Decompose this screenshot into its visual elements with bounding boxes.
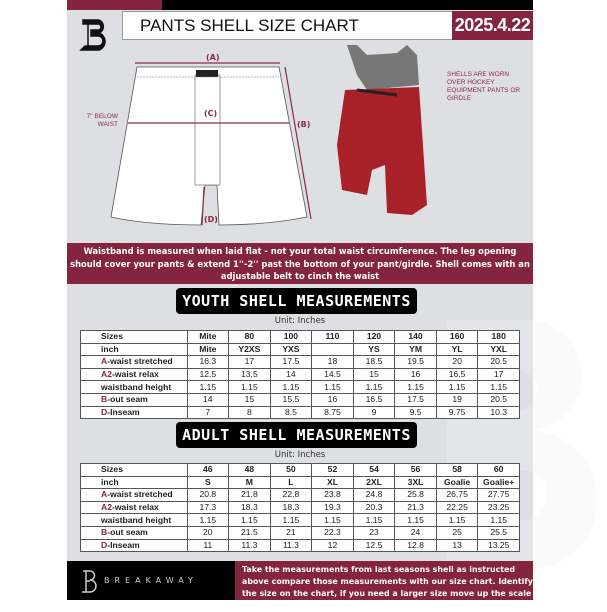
shell-pants-image [337, 87, 427, 215]
table-row [81, 526, 520, 539]
table-cell: 20.8 [187, 489, 229, 502]
table-cell: 23.8 [312, 489, 354, 502]
table-cell: 14.5 [312, 368, 354, 381]
row-label-text: waistband height [101, 514, 172, 525]
row-label-prefix: D [101, 406, 108, 417]
table-cell: 3XL [395, 476, 437, 489]
shell-worn-note: SHELLS ARE WORN OVER HOCKEY EQUIPMENT PANTS OR GIRDLE [447, 71, 521, 102]
top-accent-bar [67, 0, 162, 10]
label-c: (C) [204, 109, 218, 118]
table-cell: 16.3 [187, 356, 229, 369]
row-label [81, 393, 188, 406]
table-cell: 23 [353, 526, 395, 539]
table-cell: 60 [478, 464, 520, 477]
row-label [81, 514, 188, 527]
table-cell: 24.8 [353, 489, 395, 502]
row-label-prefix: A2 [101, 502, 112, 513]
row-label [81, 539, 188, 552]
row-label-text: inch [101, 343, 119, 354]
table-cell: 14 [187, 393, 229, 406]
row-label [81, 381, 188, 394]
table-cell: YM [395, 343, 437, 356]
table-cell: 1.15 [436, 381, 478, 394]
top-black-bar [162, 0, 533, 10]
size-chart-page [67, 0, 533, 610]
table-cell: YXL [478, 343, 520, 356]
table-row [81, 489, 520, 502]
table-cell: 15 [353, 368, 395, 381]
row-label [81, 368, 188, 381]
table-cell: 16.5 [436, 368, 478, 381]
table-cell: 1.15 [229, 381, 271, 394]
label-d: (D) [204, 215, 218, 224]
adult-unit-label: Unit: Inches [274, 450, 326, 460]
table-cell: 54 [353, 464, 395, 477]
youth-section-title: YOUTH SHELL MEASUREMENTS [176, 288, 417, 314]
table-cell: 1.15 [478, 381, 520, 394]
table-cell: 13.25 [478, 539, 520, 552]
table-cell: 56 [395, 464, 437, 477]
table-cell: 50 [270, 464, 312, 477]
row-label [81, 501, 188, 514]
table-cell: Y2XS [229, 343, 271, 356]
table-cell: 7 [187, 406, 229, 419]
table-cell: YL [436, 343, 478, 356]
table-cell: 16 [395, 368, 437, 381]
row-label-text: -out seam [107, 527, 148, 538]
table-cell: 1.15 [312, 381, 354, 394]
table-cell: Goalie [436, 476, 478, 489]
row-label [81, 476, 188, 489]
table-cell: 2XL [353, 476, 395, 489]
row-label-prefix: B [101, 394, 108, 405]
row-label [81, 489, 188, 502]
table-row [81, 381, 520, 394]
row-label-prefix: A [101, 356, 108, 367]
table-cell: 13.5 [229, 368, 271, 381]
brand-name: BREAKAWAY [104, 576, 198, 585]
row-label-prefix: B [101, 527, 108, 538]
table-cell: 1.15 [353, 381, 395, 394]
table-cell: 110 [312, 331, 354, 344]
table-cell: YS [353, 343, 395, 356]
table-cell: 180 [478, 331, 520, 344]
table-cell: 20.5 [478, 356, 520, 369]
table-cell: 25.5 [478, 526, 520, 539]
table-cell: 1.15 [353, 514, 395, 527]
table-row [81, 476, 520, 489]
row-label-prefix: A [101, 489, 108, 500]
table-cell: 11 [187, 539, 229, 552]
table-cell: 13 [436, 539, 478, 552]
table-cell: 160 [436, 331, 478, 344]
table-row [81, 331, 520, 344]
row-label [81, 356, 188, 369]
table-cell: 23.25 [478, 501, 520, 514]
table-cell: 16 [312, 393, 354, 406]
table-cell: 9.5 [395, 406, 437, 419]
row-label [81, 406, 188, 419]
adult-section-title: ADULT SHELL MEASUREMENTS [176, 422, 417, 448]
table-cell: 1.15 [187, 514, 229, 527]
table-cell: 21.5 [229, 526, 271, 539]
row-label-text: inch [101, 476, 119, 487]
table-cell: 58 [436, 464, 478, 477]
table-cell: 11.3 [270, 539, 312, 552]
table-cell: 1.15 [270, 381, 312, 394]
table-cell: 15.5 [270, 393, 312, 406]
table-cell: 16.5 [353, 393, 395, 406]
table-cell: 18.5 [353, 356, 395, 369]
table-cell: 18.3 [270, 501, 312, 514]
table-cell: 1.15 [187, 381, 229, 394]
table-row [81, 501, 520, 514]
table-cell: 21.8 [229, 489, 271, 502]
table-row [81, 368, 520, 381]
table-row [81, 539, 520, 552]
table-cell: 12 [312, 539, 354, 552]
table-cell: 80 [229, 331, 271, 344]
footer-instructions: Take the measurements from last seasons shell as instructed above compare those measurements with our size chart. Identify the size on the chart, if you need a larger size move up the scale on the chart [235, 561, 533, 600]
table-cell: 27.75 [478, 489, 520, 502]
table-cell: Mite [187, 331, 229, 344]
table-cell: 46 [187, 464, 229, 477]
table-cell: YXS [270, 343, 312, 356]
table-cell: 52 [312, 464, 354, 477]
table-cell: 12.5 [187, 368, 229, 381]
row-label [81, 526, 188, 539]
row-label-text: -waist relax [112, 369, 159, 380]
table-cell: 20.3 [353, 501, 395, 514]
table-row [81, 356, 520, 369]
youth-unit-label: Unit: Inches [274, 316, 326, 326]
table-cell: Goalie+ [478, 476, 520, 489]
table-cell: 1.15 [395, 381, 437, 394]
row-label-text: -Inseam [107, 406, 140, 417]
table-cell: 22.25 [436, 501, 478, 514]
page-title: PANTS SHELL SIZE CHART [122, 11, 452, 40]
row-label-text: -waist stretched [107, 356, 173, 367]
table-cell: 11.3 [229, 539, 271, 552]
row-label-text: -Inseam [107, 539, 140, 550]
label-b: (B) [297, 120, 311, 129]
table-cell: 10.3 [478, 406, 520, 419]
table-cell: 12.5 [353, 539, 395, 552]
footer-logo-icon [81, 568, 97, 594]
table-cell: 1.15 [312, 514, 354, 527]
table-cell [312, 343, 354, 356]
row-label [81, 343, 188, 356]
table-row [81, 464, 520, 477]
row-label-text: -out seam [107, 394, 148, 405]
table-cell: 120 [353, 331, 395, 344]
table-cell: 17.5 [270, 356, 312, 369]
table-cell: 9.75 [436, 406, 478, 419]
table-cell: 19.5 [395, 356, 437, 369]
table-cell: 1.15 [436, 514, 478, 527]
table-cell: 48 [229, 464, 271, 477]
table-cell: 1.15 [395, 514, 437, 527]
table-cell: 20.5 [478, 393, 520, 406]
date-badge: 2025.4.22 [452, 11, 533, 40]
row-label [81, 464, 188, 477]
table-cell: 20 [436, 356, 478, 369]
table-cell: 21.3 [395, 501, 437, 514]
table-cell: 15 [229, 393, 271, 406]
table-cell: 21 [270, 526, 312, 539]
table-cell: 17 [229, 356, 271, 369]
table-cell: 14 [270, 368, 312, 381]
table-cell: 20 [187, 526, 229, 539]
table-cell: 8.5 [270, 406, 312, 419]
table-cell: 12.8 [395, 539, 437, 552]
adult-size-table [80, 463, 520, 552]
row-label-text: -waist relax [112, 502, 159, 513]
row-label-text: Sizes [101, 331, 123, 342]
table-cell: 24 [395, 526, 437, 539]
row-label-prefix: D [101, 539, 108, 550]
youth-size-table [80, 330, 520, 419]
table-row [81, 343, 520, 356]
table-cell: 18 [312, 356, 354, 369]
table-cell: 1.15 [478, 514, 520, 527]
table-cell: 18.3 [229, 501, 271, 514]
table-cell: 9 [353, 406, 395, 419]
table-cell: 25 [436, 526, 478, 539]
table-row [81, 514, 520, 527]
below-waist-note: 7'' BELOW WAIST [86, 113, 118, 128]
table-cell: 1.15 [270, 514, 312, 527]
label-a: (A) [206, 53, 220, 62]
table-cell: 22.8 [270, 489, 312, 502]
row-label-prefix: A2 [101, 369, 112, 380]
table-cell: 17 [478, 368, 520, 381]
table-cell: 8.75 [312, 406, 354, 419]
table-cell: 22.3 [312, 526, 354, 539]
measurement-caption: Waistband is measured when laid flat - not your total waist circumference. The leg opening should cover your pants & extend 1''-2'' past the bottom of your pant/girdle. Shell comes with an adjustable belt to cinch the waist [67, 243, 533, 284]
table-row [81, 393, 520, 406]
row-label-text: -waist stretched [107, 489, 173, 500]
table-cell: 25.8 [395, 489, 437, 502]
row-label-text: waistband height [101, 381, 172, 392]
table-cell: 8 [229, 406, 271, 419]
table-cell: 140 [395, 331, 437, 344]
table-cell: L [270, 476, 312, 489]
table-cell: XL [312, 476, 354, 489]
table-cell: 17.3 [187, 501, 229, 514]
table-cell: 100 [270, 331, 312, 344]
table-cell: 19 [436, 393, 478, 406]
table-cell: 17.5 [395, 393, 437, 406]
table-cell: 19.3 [312, 501, 354, 514]
table-cell: 1.15 [229, 514, 271, 527]
row-label-text: Sizes [101, 464, 123, 475]
table-cell: M [229, 476, 271, 489]
row-label [81, 331, 188, 344]
table-row [81, 406, 520, 419]
table-cell: Mite [187, 343, 229, 356]
table-cell: 26.75 [436, 489, 478, 502]
table-cell: S [187, 476, 229, 489]
